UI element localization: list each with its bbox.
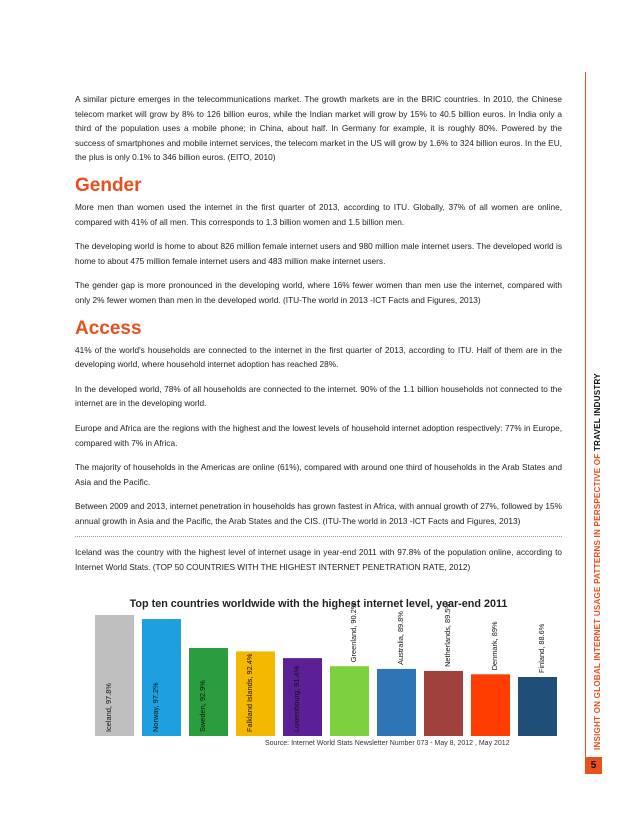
bar-netherlands [424,671,463,736]
bar-label-denmark: Denmark, 89% [490,621,499,671]
gender-paragraph-2: The developing world is home to about 826 million female internet users and 980 million male internet users. The developed world is home to about 475 million female internet users and 483 million make internet users. [75,241,562,266]
bar-label-greenland: Greenland, 90.2% [349,602,358,663]
gender-paragraph-1: More men than women used the internet in the first quarter of 2013, according to ITU. Globally, 37% of all women are online, compared with 41% of all men. This corresponds to 1.3 billion women and 1.5 billion men. [75,201,562,227]
bar-denmark [471,674,510,736]
access-heading: Access [75,317,142,339]
bar-iceland [95,615,134,736]
bar-label-netherlands: Netherlands, 89.5% [443,602,452,667]
access-paragraph-1: 41% of the world's households are connected to the internet in the first quarter of 2013, according to ITU. Half of them are in the developing world, where household internet adoption has reached 28%. [75,344,562,370]
bar-luxembourg [283,658,322,736]
page-number: 5 [585,757,602,774]
bar-sweden [189,648,228,736]
sidebar-title [593,373,602,750]
access-paragraph-3: Europe and Africa are the regions with the highest and the lowest levels of household internet adoption respectively: 77% in Europe, compared with 7% in Africa. [75,422,562,448]
chart-title: Top ten countries worldwide with the highest internet level, year-end 2011 [129,598,508,610]
bar-finland [518,677,557,736]
bar-label-luxembourg: Luxembourg, 91.4% [292,665,301,732]
bar-label-iceland: Iceland, 97.8% [104,683,113,732]
gender-heading: Gender [75,174,142,196]
access-paragraph-2: In the developed world, 78% of all households are connected to the internet. 90% of the 1.1 billion households not connected to the internet are in the developing world. [75,383,562,409]
bar-greenland [330,666,369,736]
bar-label-australia: Australia, 89.8% [396,611,405,665]
bar-australia [377,669,416,736]
sidebar-rule [585,72,586,757]
intro-paragraph: A similar picture emerges in the telecommunications market. The growth markets are in the BRIC countries. In 2010, the Chinese telecom market will grow by 8% to 126 billion euros, while the Indian market will grow by 15% to 40.5 billion euros. In India only a third of the population uses a mobile phone; in China, about half. In Germany for example, it is roughly 80%. Powered by the success of smartphones and mobile internet services, the telecom market in the US will grow by 1.6% to 324 billion euros. In the EU, the plus is only 0.1% to 346 billion euros. (EITO, 2010) [75,94,562,163]
access-paragraph-6: Iceland was the country with the highest level of internet usage in year-end 2011 with 97.8% of the population online, according to Internet World Stats. (TOP 50 COUNTRIES WITH THE HIGHEST INTERNET PENETRATION RATE, 2012) [75,547,562,573]
access-paragraph-4: The majority of households in the Americas are online (61%), compared with around one third of households in the Arab States and Asia and the Pacific. [75,462,562,487]
bar-label-falkland-islands: Falkland Islands, 92.4% [245,653,254,732]
bar-norway [142,619,181,736]
bar-label-finland: Finland, 88.6% [537,623,546,673]
bar-label-norway: Norway, 97.2% [151,682,160,732]
gender-paragraph-3: The gender gap is more pronounced in the developing world, where 16% fewer women than men use the internet, compared with only 2% fewer women than men in the developed world. (ITU-The world in 2013 -ICT Facts and Figures, 2013) [75,280,562,305]
access-paragraph-5: Between 2009 and 2013, internet penetration in households has grown fastest in Africa, with annual growth of 27%, followed by 15% annual growth in Asia and the Pacific, the Arab States and the CIS. (ITU-The world in 2013 -ICT Facts and Figures, 2013) [75,501,562,526]
sidebar-title-part2: TRAVEL INDUSTRY [593,373,602,452]
bar-falkland-islands [236,651,275,736]
chart-source: Source: Internet World Stats Newsletter Number 073 - May 8, 2012 , May 2012 [265,740,510,747]
sidebar-title-part1: INSIGHT ON GLOBAL INTERNET USAGE PATTERNS IN PERSPECTIVE OF [593,451,602,750]
bar-label-sweden: Sweden, 92.9% [198,680,207,732]
